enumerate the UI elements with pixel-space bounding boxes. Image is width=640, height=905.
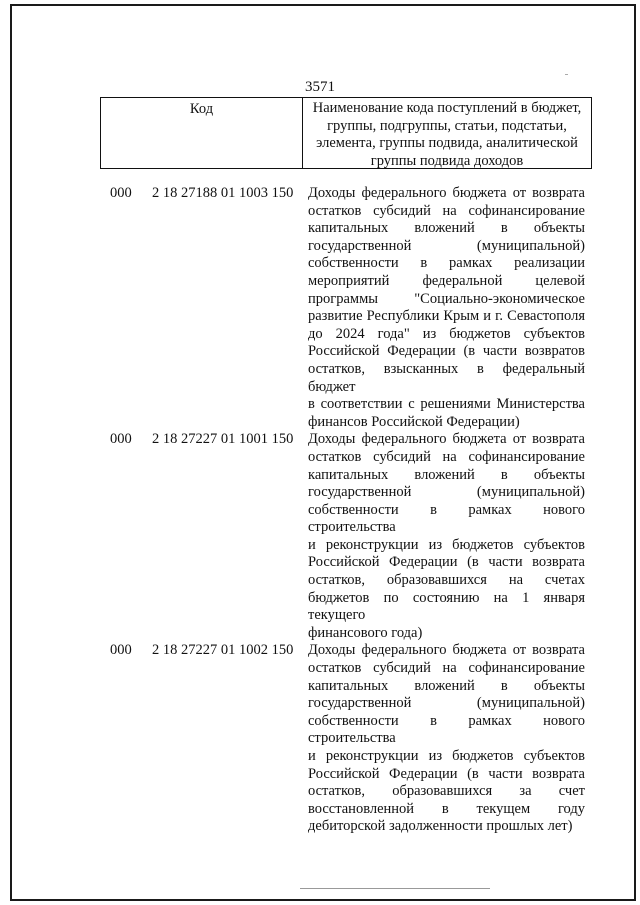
budget-code: 2 18 27227 01 1001 150: [152, 431, 294, 448]
table-header: [100, 97, 592, 169]
description-line: Российской Федерации (в части возвратов: [308, 343, 585, 360]
description-line: финансов Российской Федерации): [308, 413, 520, 430]
description-line: восстановленной в текущем году: [308, 800, 585, 817]
entry-description: [308, 642, 585, 836]
header-code-cell: Код: [101, 98, 303, 168]
description-line: Российской Федерации (в части возврата: [308, 554, 585, 571]
description-line: Доходы федерального бюджета от возврата: [308, 431, 585, 448]
description-line: остатков субсидий на софинансирование: [308, 202, 585, 219]
description-line: остатков, взысканных в федеральный бюджет: [308, 360, 585, 395]
description-line: остатков, образовавшихся на счетах: [308, 572, 585, 589]
table-row: [0, 185, 640, 431]
header-name-line: элемента, группы подвида, аналитической: [316, 135, 578, 151]
description-line: собственности в рамках нового строительства: [308, 501, 585, 536]
description-line: Доходы федерального бюджета от возврата: [308, 185, 585, 201]
header-name-line: группы подвида доходов: [370, 152, 524, 169]
scan-mark: [565, 74, 568, 75]
description-line: дебиторской задолженности прошлых лет): [308, 818, 573, 835]
description-line: собственности в рамках нового строительства: [308, 712, 585, 747]
budget-code: 2 18 27227 01 1002 150: [152, 642, 294, 659]
description-line: до 2024 года" из бюджетов субъектов: [308, 325, 585, 342]
description-line: остатков субсидий на софинансирование: [308, 448, 585, 465]
description-line: в соответствии с решениями Министерства: [308, 396, 585, 413]
budget-code: 2 18 27188 01 1003 150: [152, 185, 294, 201]
description-line: финансового года): [308, 624, 423, 641]
header-name-line: Наименование кода поступлений в бюджет,: [312, 100, 582, 116]
description-line: остатков, образовавшихся за счет: [308, 783, 585, 800]
description-line: остатков субсидий на софинансирование: [308, 660, 585, 677]
description-line: Доходы федерального бюджета от возврата: [308, 642, 585, 659]
header-name-line: группы, подгруппы, статьи, подстатьи,: [327, 117, 567, 134]
bottom-divider: [300, 888, 490, 889]
description-line: капитальных вложений в объекты: [308, 466, 585, 483]
description-line: Российской Федерации (в части возврата: [308, 765, 585, 782]
header-name-cell: [303, 98, 591, 168]
entry-description: [308, 185, 585, 431]
description-line: государственной (муниципальной): [308, 237, 585, 254]
description-line: и реконструкции из бюджетов субъектов: [308, 748, 585, 764]
description-line: и реконструкции из бюджетов субъектов: [308, 536, 585, 553]
entries-list: [0, 185, 640, 836]
description-line: программы "Социально-экономическое: [308, 290, 585, 307]
description-line: капитальных вложений в объекты: [308, 220, 585, 237]
entry-description: [308, 431, 585, 642]
description-line: бюджетов по состоянию на 1 января текущего: [308, 589, 585, 624]
table-row: [0, 431, 640, 642]
description-line: государственной (муниципальной): [308, 695, 585, 712]
table-row: [0, 642, 640, 836]
description-line: мероприятий федеральной целевой: [308, 272, 585, 289]
admin-code: 000: [110, 431, 132, 448]
description-line: государственной (муниципальной): [308, 484, 585, 501]
description-line: развитие Республики Крым и г. Севастополя: [308, 308, 585, 325]
admin-code: 000: [110, 642, 132, 659]
admin-code: 000: [110, 185, 132, 201]
description-line: собственности в рамках реализации: [308, 255, 585, 272]
description-line: капитальных вложений в объекты: [308, 677, 585, 694]
page-number: 3571: [305, 79, 335, 95]
